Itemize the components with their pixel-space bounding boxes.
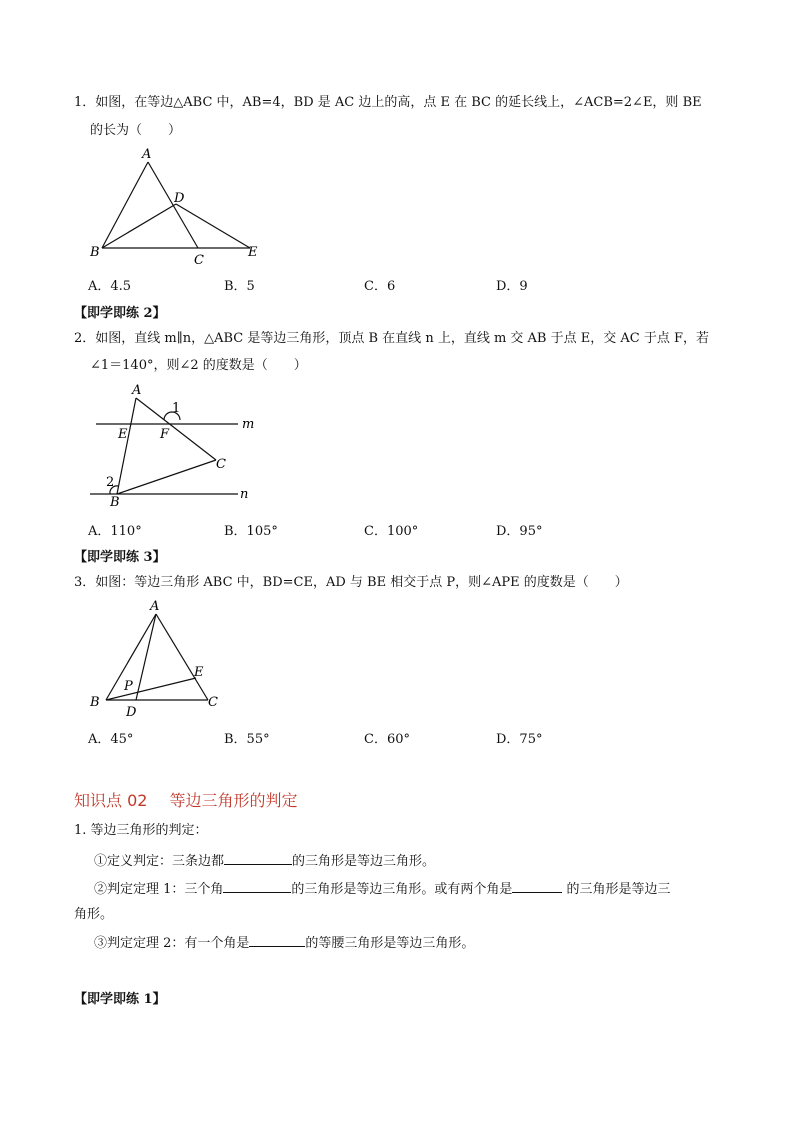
q1-edge-ac bbox=[148, 162, 198, 248]
q1-option-a[interactable]: A．4.5 bbox=[88, 279, 132, 294]
q2-option-c[interactable]: C．100° bbox=[364, 524, 419, 539]
q2-edge-ab bbox=[117, 398, 136, 494]
q1-option-b[interactable]: B．5 bbox=[224, 279, 255, 294]
practice-tag-1: 【即学即练 1】 bbox=[74, 992, 166, 1007]
judge-definition bbox=[94, 852, 435, 871]
q2-option-b[interactable]: B．105° bbox=[224, 524, 278, 539]
practice-tag-3: 【即学即练 3】 bbox=[74, 550, 166, 565]
q2-label-angle-2: 2 bbox=[106, 475, 115, 490]
q3-option-d[interactable]: D．75° bbox=[496, 732, 543, 747]
q1-text-line1: 1．如图，在等边△ABC 中，AB=4，BD 是 AC 边上的高，点 E 在 BC 的延长线上，∠ACB=2∠E，则 BE bbox=[74, 95, 702, 110]
judge-t2-post: 的等腰三角形是等边三角形。 bbox=[305, 936, 475, 951]
q3-label-b: B bbox=[90, 695, 100, 710]
q3-edge-ac bbox=[156, 614, 208, 700]
q1-label-a: A bbox=[142, 147, 152, 162]
section-heading bbox=[74, 788, 319, 811]
q3-text-line1: 3．如图：等边三角形 ABC 中，BD=CE，AD 与 BE 相交于点 P，则∠APE 的度数是（ ） bbox=[74, 575, 628, 590]
section-number: 知识点 02 bbox=[74, 791, 148, 810]
q1-edge-de bbox=[176, 204, 250, 248]
judge-t1-pre: ②判定定理 1：三个角 bbox=[94, 882, 224, 897]
q1-label-e: E bbox=[248, 245, 258, 260]
q3-label-e: E bbox=[194, 665, 204, 680]
q1-figure bbox=[80, 140, 280, 270]
q2-label-m: m bbox=[242, 417, 255, 432]
judge-t1-mid: 的三角形是等边三角形。或有两个角是 bbox=[291, 882, 513, 897]
q2-edge-bc bbox=[117, 460, 216, 494]
q2-label-n: n bbox=[240, 487, 249, 502]
q3-segment-be bbox=[106, 678, 196, 700]
q3-option-a[interactable]: A．45° bbox=[88, 732, 134, 747]
q3-label-a: A bbox=[150, 599, 160, 614]
judge-def-post: 的三角形是等边三角形。 bbox=[292, 854, 436, 869]
q2-label-e: E bbox=[118, 427, 128, 442]
q1-label-b: B bbox=[90, 245, 100, 260]
q1-edge-ab bbox=[102, 162, 148, 248]
judge-t2-pre: ③判定定理 2：有一个角是 bbox=[94, 936, 250, 951]
q2-label-b: B bbox=[110, 495, 120, 510]
q1-label-d: D bbox=[174, 191, 185, 206]
judge-theorem-2 bbox=[94, 934, 474, 953]
judge-t1-blank-2[interactable] bbox=[512, 880, 562, 893]
q1-label-c: C bbox=[194, 253, 204, 268]
judge-theorem-1-wrap: 角形。 bbox=[74, 907, 114, 922]
q2-label-c: C bbox=[216, 457, 226, 472]
judge-def-pre: ①定义判定：三条边都 bbox=[94, 854, 225, 869]
judge-t1-post: 的三角形是等边三 bbox=[562, 882, 671, 897]
q1-option-c[interactable]: C．6 bbox=[364, 279, 396, 294]
q2-label-f: F bbox=[160, 427, 170, 442]
q2-option-d[interactable]: D．95° bbox=[496, 524, 543, 539]
judge-theorem-1 bbox=[94, 880, 671, 899]
practice-tag-2: 【即学即练 2】 bbox=[74, 306, 166, 321]
q2-label-angle-1: 1 bbox=[172, 401, 181, 416]
q2-text-line1: 2．如图，直线 m∥n，△ABC 是等边三角形，顶点 B 在直线 n 上，直线 m 交 AB 于点 E，交 AC 于点 F，若 bbox=[74, 331, 709, 346]
q3-option-b[interactable]: B．55° bbox=[224, 732, 270, 747]
q1-option-d[interactable]: D．9 bbox=[496, 279, 528, 294]
q3-label-c: C bbox=[208, 695, 218, 710]
judge-heading: 1. 等边三角形的判定： bbox=[74, 823, 208, 838]
q2-label-a: A bbox=[132, 383, 142, 398]
q1-text-line2: 的长为（ ） bbox=[90, 123, 182, 138]
q3-label-d: D bbox=[126, 705, 137, 720]
section-title-text: 等边三角形的判定 bbox=[169, 791, 298, 810]
judge-t2-blank[interactable] bbox=[249, 934, 305, 947]
judge-def-blank[interactable] bbox=[224, 852, 292, 865]
q3-option-c[interactable]: C．60° bbox=[364, 732, 410, 747]
q2-text-line2: ∠1＝140°，则∠2 的度数是（ ） bbox=[90, 358, 307, 373]
judge-t1-blank-1[interactable] bbox=[223, 880, 291, 893]
q3-label-p: P bbox=[124, 679, 133, 694]
q2-option-a[interactable]: A．110° bbox=[88, 524, 142, 539]
q3-segment-ad bbox=[136, 614, 156, 700]
q3-figure bbox=[80, 596, 240, 720]
q2-figure bbox=[80, 378, 280, 510]
